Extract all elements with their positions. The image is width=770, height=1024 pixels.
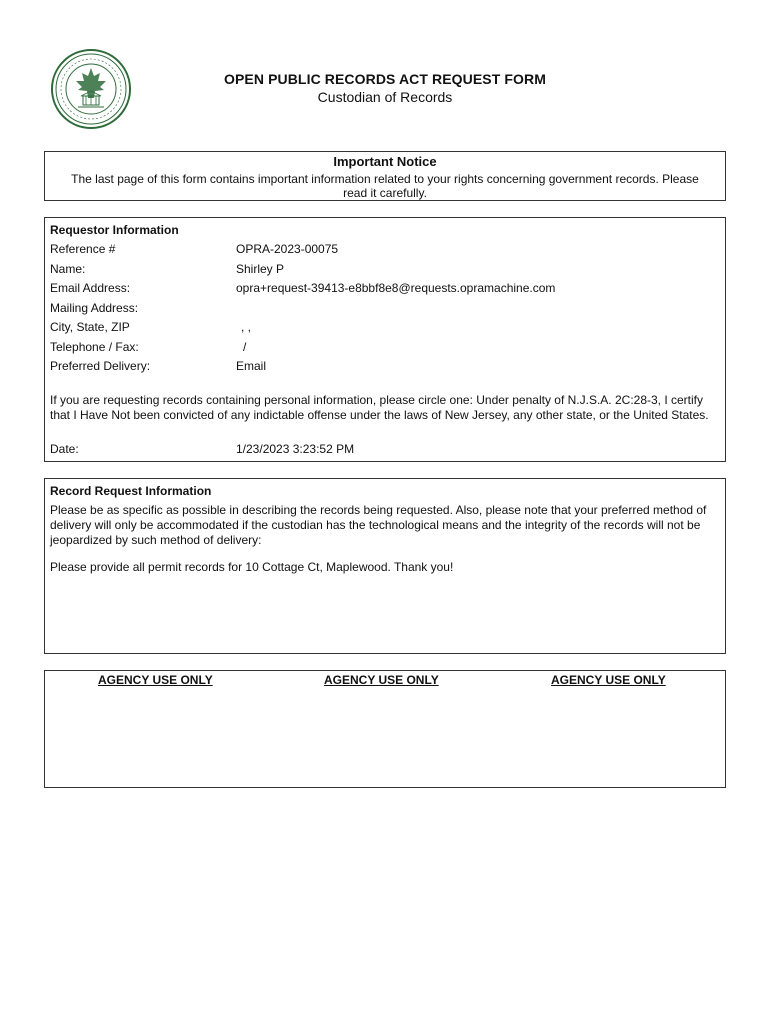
field-label: Email Address: [50, 281, 131, 295]
field-value: , , [241, 320, 252, 334]
record-request-box [44, 478, 726, 654]
field-value: Shirley P [236, 262, 285, 276]
notice-text: The last page of this form contains important information related to your rights concerning government records. Please read it carefully. [71, 172, 699, 200]
certification-text: If you are requesting records containing personal information, please circle one: Under penalty of N.J.S.A. 2C:28-3, I certify that I Have Not been convicted of any indictable offense under the laws of New Jersey, any other state, or the United States. [50, 393, 709, 422]
notice-heading: Important Notice [333, 154, 437, 169]
field-label: Telephone / Fax: [50, 340, 139, 354]
field-value: / [243, 340, 247, 354]
field-label: Preferred Delivery: [50, 359, 151, 373]
date-label: Date: [50, 442, 79, 456]
agency-use-label: AGENCY USE ONLY [98, 673, 213, 687]
requestor-heading: Requestor Information [50, 223, 179, 237]
requestor-information-box [44, 217, 726, 462]
field-label: City, State, ZIP [50, 320, 130, 334]
record-request-text: Please provide all permit records for 10 Cottage Ct, Maplewood. Thank you! [50, 560, 454, 574]
record-request-instructions: Please be as specific as possible in describing the records being requested. Also, please note that your preferred method of delivery will only be accommodated if the custodian has the technological means and the integrity of the records will not be jeopardized by such method of delivery: [50, 503, 707, 547]
field-value: opra+request-39413-e8bbf8e8@requests.opramachine.com [236, 281, 556, 295]
agency-use-label: AGENCY USE ONLY [551, 673, 666, 687]
record-request-heading: Record Request Information [50, 484, 212, 498]
field-label: Reference # [50, 242, 116, 256]
date-value: 1/23/2023 3:23:52 PM [236, 442, 355, 456]
important-notice-box [44, 151, 726, 201]
field-value: Email [236, 359, 267, 373]
agency-use-box [44, 670, 726, 788]
form-title: OPEN PUBLIC RECORDS ACT REQUEST FORM [224, 71, 546, 87]
township-seal-logo [50, 48, 132, 130]
agency-use-label: AGENCY USE ONLY [324, 673, 439, 687]
form-subtitle: Custodian of Records [317, 89, 453, 105]
form-header [150, 71, 620, 105]
field-label: Mailing Address: [50, 301, 139, 315]
field-value: OPRA-2023-00075 [236, 242, 339, 256]
field-label: Name: [50, 262, 86, 276]
